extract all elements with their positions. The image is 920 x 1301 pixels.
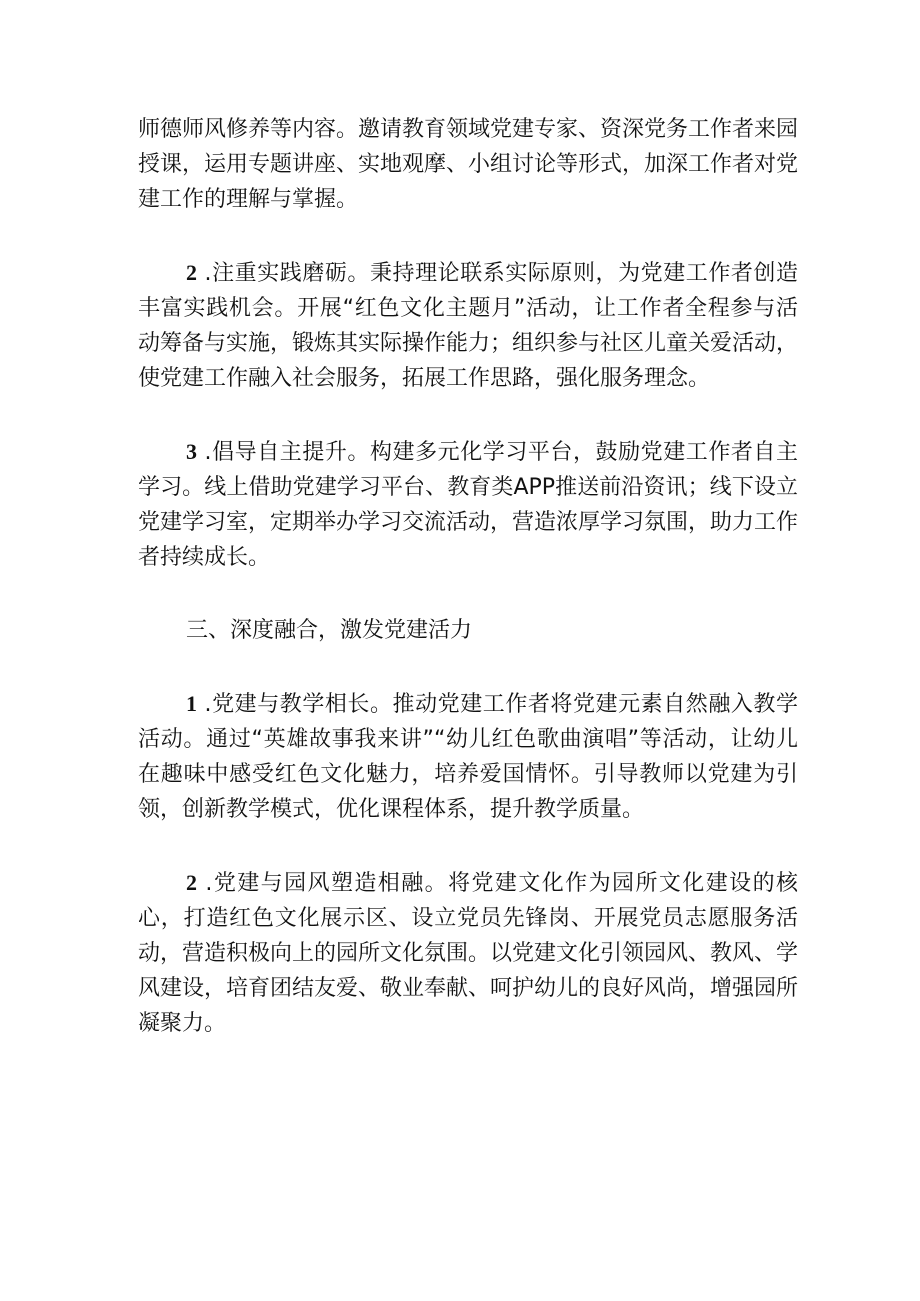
paragraph-item-1 <box>138 686 798 827</box>
document-page <box>138 112 798 1041</box>
item-number: 2 <box>186 870 197 895</box>
paragraph-continued <box>138 112 798 217</box>
item-number: 2 <box>186 260 197 285</box>
paragraph-text: 师德师风修养等内容。邀请教育领域党建专家、资深党务工作者来园授课，运用专题讲座、实地观摩、小组讨论等形式，加深工作者对党建工作的理解与掌握。 <box>138 117 799 212</box>
paragraph-item-3 <box>138 434 798 575</box>
section-heading: 三、深度融合，激发党建活力 <box>186 618 473 643</box>
paragraph-gap <box>138 827 798 865</box>
paragraph-text: .注重实践磨砺。秉持理论联系实际原则，为党建工作者创造丰富实践机会。开展“红色文化主题月”活动，让工作者全程参与活动筹备与实施，锻炼其实际操作能力；组织参与社区儿童关爱活动，使党建工作融入社会服务，拓展工作思路，强化服务理念。 <box>138 261 799 391</box>
paragraph-gap <box>138 396 798 434</box>
paragraph-text: .党建与教学相长。推动党建工作者将党建元素自然融入教学活动。通过“英雄故事我来讲”“幼儿红色歌曲演唱”等活动，让幼儿在趣味中感受红色文化魅力，培养爱国情怀。引导教师以党建为引领，创新教学模式，优化课程体系，提升教学质量。 <box>138 692 798 822</box>
item-number: 3 <box>186 439 197 464</box>
paragraph-gap <box>138 217 798 255</box>
paragraph-text: .党建与园风塑造相融。将党建文化作为园所文化建设的核心，打造红色文化展示区、设立党员先锋岗、开展党员志愿服务活动，营造积极向上的园所文化氛围。以党建文化引领园风、教风、学风建设，培育团结友爱、敬业奉献、呵护幼儿的良好风尚，增强园所凝聚力。 <box>138 871 799 1036</box>
item-number: 1 <box>186 691 197 716</box>
paragraph-gap <box>138 575 798 613</box>
paragraph-text: .倡导自主提升。构建多元化学习平台，鼓励党建工作者自主学习。线上借助党建学习平台、教育类APP推送前沿资讯；线下设立党建学习室，定期举办学习交流活动，营造浓厚学习氛围，助力工作者持续成长。 <box>138 440 799 570</box>
paragraph-item-2 <box>138 255 798 396</box>
paragraph-gap <box>138 648 798 686</box>
paragraph-item-2b <box>138 865 798 1041</box>
